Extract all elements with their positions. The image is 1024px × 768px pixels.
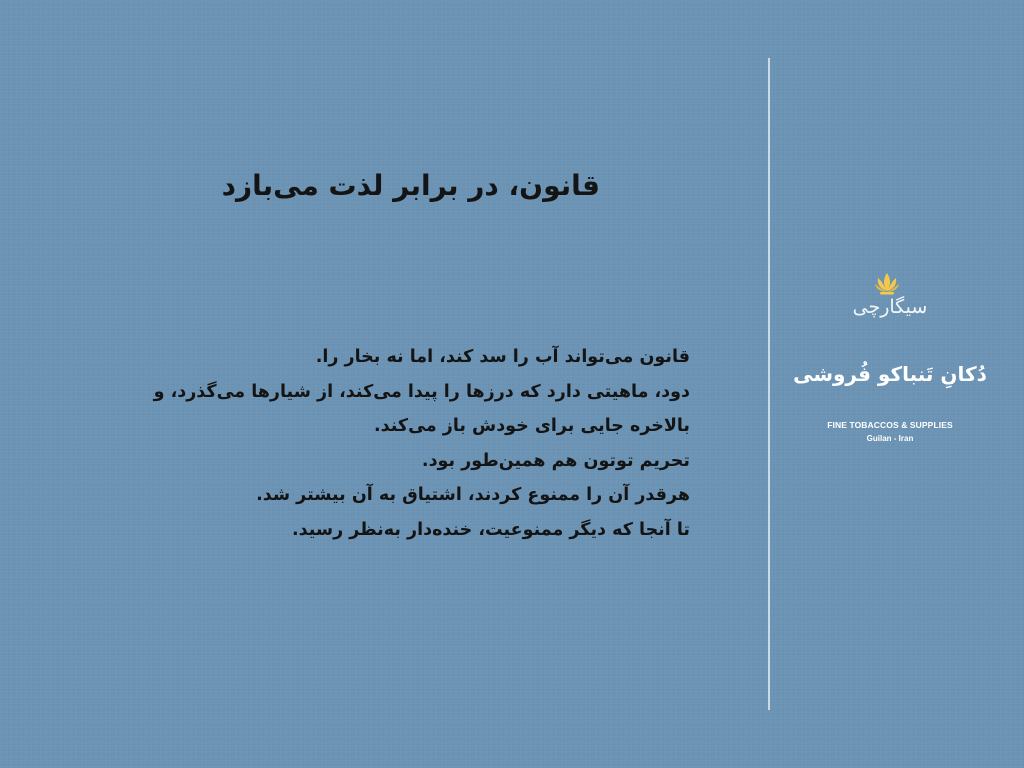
body-line: دود، ماهیتی دارد که درزها را پیدا می‌کند، از شیارها می‌گذرد، و	[153, 381, 690, 402]
brand-logo-text: سیگارچی	[852, 296, 928, 318]
vertical-divider	[768, 58, 770, 710]
brand-panel	[780, 262, 1000, 462]
shop-name: دُکانِ تَنباکو فُروشی	[793, 362, 987, 386]
body-line: قانون می‌تواند آب را سد کند، اما نه بخار را.	[315, 347, 690, 367]
slide-title: قانون، در برابر لذت می‌بازد	[221, 169, 600, 202]
body-line: هرقدر آن را ممنوع کردند، اشتیاق به آن بیشتر شد.	[256, 485, 690, 505]
brand-tagline: FINE TOBACCOS & SUPPLIES	[827, 420, 953, 430]
body-line: تا آنجا که دیگر ممنوعیت، خنده‌دار به‌نظر رسید.	[291, 519, 690, 540]
body-line: بالاخره جایی برای خودش باز می‌کند.	[374, 416, 690, 436]
slide-body	[60, 340, 690, 547]
body-line: تحریم توتون هم همین‌طور بود.	[421, 450, 690, 471]
brand-location: Guilan - Iran	[866, 434, 914, 443]
